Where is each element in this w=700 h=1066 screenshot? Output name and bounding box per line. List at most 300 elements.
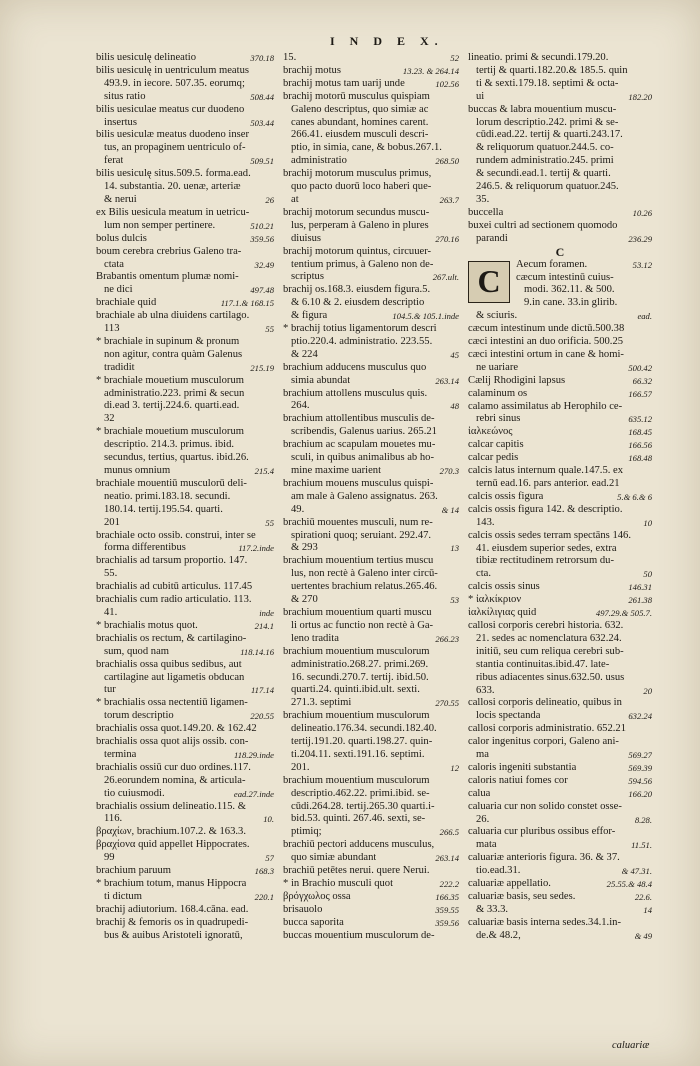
- entry-reference: 166.35: [435, 891, 459, 902]
- index-entry-line: [283, 581, 459, 594]
- entry-reference: 635.12: [628, 414, 652, 425]
- index-entry-line: [283, 839, 459, 852]
- entry-text: 143.: [476, 516, 495, 528]
- entry-text: & 33.3.: [476, 903, 509, 915]
- entry-text: tus, an propaginem uentriculo of-: [104, 142, 246, 154]
- entry-text: brachij os.168.3. eiusdem figura.5.: [283, 284, 431, 296]
- index-entry-line: [283, 297, 459, 310]
- index-entry-line: [96, 478, 274, 491]
- entry-text: scriptus: [291, 271, 324, 283]
- entry-text: cūdi.264.28. tertij.265.30 quarti.i-: [291, 800, 435, 812]
- entry-text: brachialis ossa quibus sedibus, aut: [96, 658, 242, 670]
- index-entry-line: [96, 104, 274, 117]
- entry-reference: 166.57: [628, 388, 652, 399]
- index-entry-line: [468, 413, 652, 426]
- index-entry-line: [96, 813, 274, 826]
- index-entry-line: [283, 723, 459, 736]
- entry-text: diuisus: [291, 232, 322, 244]
- index-entry-line: [468, 129, 652, 142]
- entry-reference: 104.5.& 105.1.inde: [392, 311, 459, 322]
- index-entry-line: [96, 246, 274, 259]
- entry-text: li ortus ac functio non rectè à Ga-: [291, 619, 434, 631]
- index-entry-line: [96, 788, 274, 801]
- entry-reference: 52: [450, 53, 459, 63]
- entry-text: torum descriptio: [104, 710, 174, 722]
- entry-reference: & 49: [634, 930, 652, 941]
- index-entry-line: [468, 168, 652, 181]
- entry-reference: 220.1: [254, 891, 274, 902]
- index-entry-line: [283, 323, 459, 336]
- entry-text: 246.5. & reliquorum quatuor.245.: [476, 181, 619, 193]
- entry-text: brachium mouentium musculorum: [283, 774, 430, 786]
- entry-text: sum, quod nam: [104, 645, 170, 657]
- index-entry-line: [283, 555, 459, 568]
- entry-reference: 263.14: [435, 853, 459, 864]
- index-entry-line: [96, 439, 274, 452]
- index-entry-line: [283, 104, 459, 117]
- entry-text: lus, non rectè à Galeno inter circū-: [291, 568, 438, 580]
- entry-reference: 270.16: [435, 233, 459, 244]
- entry-text: ne dici: [104, 284, 133, 296]
- index-entry-line: [96, 568, 274, 581]
- index-entry-line: [283, 620, 459, 633]
- entry-text: quarti.24. quinti.ibid.ult. sexti.: [291, 684, 420, 696]
- index-entry-line: [468, 555, 652, 568]
- entry-reference: 359.56: [250, 233, 274, 244]
- entry-text: & sciuris.: [476, 310, 518, 322]
- entry-text: 16. secundi.270.7. tertij. ibid.50.: [291, 671, 429, 683]
- entry-reference: 500.42: [628, 362, 652, 373]
- index-column-3: [468, 52, 652, 943]
- index-entry-line: [283, 259, 459, 272]
- index-entry-line: [96, 336, 274, 349]
- entry-text: brachiale mouentiū musculorū deli-: [96, 477, 247, 489]
- index-entry-line: [468, 904, 652, 917]
- index-entry-line: [468, 568, 652, 581]
- entry-reference: 569.27: [628, 750, 652, 761]
- entry-text: 201.: [291, 761, 310, 773]
- entry-reference: 26: [265, 194, 274, 205]
- catchword: caluariæ: [612, 1040, 650, 1051]
- index-entry-line: [283, 349, 459, 362]
- index-entry-line: [96, 672, 274, 685]
- entry-text: * brachialis ossa nectentiū ligamen-: [96, 697, 248, 709]
- index-entry-line: [283, 568, 459, 581]
- entry-reference: 8.28.: [634, 814, 652, 825]
- entry-text: brachium attollens musculus quis.: [283, 387, 428, 399]
- entry-reference: 266.5: [439, 827, 459, 838]
- index-entry-line: [283, 672, 459, 685]
- index-entry-line: [96, 633, 274, 646]
- index-entry-line: [96, 697, 274, 710]
- entry-reference: 594.56: [628, 775, 652, 786]
- entry-text: caloris ingeniti substantia: [468, 761, 577, 773]
- index-entry-line: [468, 723, 652, 736]
- index-entry-line: [468, 142, 652, 155]
- section-letter: C: [555, 244, 565, 259]
- entry-text: bilis uesiculę delineatio: [96, 52, 197, 63]
- entry-text: 201: [104, 516, 120, 528]
- index-entry-line: [468, 530, 652, 543]
- index-entry-line: [468, 439, 652, 452]
- index-entry-line: [96, 207, 274, 220]
- entry-text: bilis uesiculę in uentriculum meatus: [96, 64, 249, 76]
- entry-text: rebri sinus: [476, 413, 521, 425]
- entry-text: 271.3. septimi: [291, 697, 352, 709]
- entry-text: bucca saporita: [283, 916, 344, 928]
- entry-text: 55.: [104, 568, 118, 580]
- index-entry-line: [468, 685, 652, 698]
- index-entry-line: [468, 181, 652, 194]
- entry-text: & figura: [291, 310, 328, 322]
- entry-text: tio.ead.31.: [476, 865, 521, 877]
- index-entry-line: [96, 723, 274, 736]
- entry-text: Brabantis omentum plumæ nomi-: [96, 271, 239, 283]
- entry-text: cta.: [476, 568, 491, 580]
- index-entry-line: [96, 620, 274, 633]
- index-entry-line: [96, 762, 274, 775]
- index-entry-line: [283, 91, 459, 104]
- entry-reference: 10: [643, 517, 652, 528]
- entry-text: bilis uesiculæ meatus duodeno inser: [96, 129, 249, 141]
- entry-text: 35.: [476, 193, 490, 205]
- entry-reference: 25.55.& 48.4: [606, 879, 652, 890]
- entry-text: parandi: [476, 232, 508, 244]
- index-entry-line: [283, 891, 459, 904]
- entry-text: administratio: [291, 155, 347, 167]
- index-entry-line: [96, 646, 274, 659]
- index-entry-line: [96, 91, 274, 104]
- index-entry-line: [283, 530, 459, 543]
- index-entry-line: [468, 362, 652, 375]
- index-entry-line: [96, 452, 274, 465]
- index-entry-line: [468, 491, 652, 504]
- entry-reference: 168.45: [628, 427, 652, 438]
- entry-text: & 270: [291, 594, 318, 606]
- entry-text: 264.: [291, 400, 310, 412]
- entry-text: caluaria cur non solido constet osse-: [468, 800, 622, 812]
- entry-reference: 45: [450, 349, 459, 360]
- index-entry-line: [516, 259, 652, 272]
- index-entry-line: [96, 233, 274, 246]
- entry-text: brachium mouentium musculorum: [283, 645, 430, 657]
- entry-reference: 50: [643, 569, 652, 580]
- index-entry-line: [96, 801, 274, 814]
- index-entry-line: [468, 543, 652, 556]
- entry-reference: 182.20: [628, 91, 652, 102]
- entry-text: ἰαλκεώνος: [468, 426, 513, 438]
- entry-text: brisauolo: [283, 903, 323, 915]
- entry-text: tio cuiusmodi.: [104, 787, 165, 799]
- index-entry-line: [283, 452, 459, 465]
- entry-text: lorum descriptio.242. primi & se-: [476, 116, 619, 128]
- index-entry-line: [283, 400, 459, 413]
- index-entry-line: [283, 220, 459, 233]
- entry-reference: 66.32: [632, 375, 652, 386]
- entry-text: de.& 48.2,: [476, 929, 521, 941]
- entry-text: initiū, seu cum reliqua cerebri sub-: [476, 645, 624, 657]
- index-entry-line: [283, 207, 459, 220]
- entry-reference: 215.19: [250, 362, 274, 373]
- entry-reference: 22.6.: [634, 892, 652, 902]
- index-entry-line: [468, 336, 652, 349]
- index-entry-line: [283, 697, 459, 710]
- entry-reference: 118.29.inde: [234, 749, 274, 760]
- entry-text: buccas & labra mouentium muscu-: [468, 103, 617, 115]
- entry-text: * in Brachio musculi quot: [283, 878, 394, 889]
- entry-text: quo pacto duorū loco haberi que-: [291, 181, 432, 193]
- entry-text: bolus dulcis: [96, 232, 147, 244]
- page-header: I N D E X.: [330, 34, 444, 48]
- index-entry-line: [283, 439, 459, 452]
- entry-text: tibiæ rectitudinem retrorsum du-: [476, 555, 614, 567]
- index-entry-line: [96, 736, 274, 749]
- entry-text: & secundi.ead.1. tertij & quarti.: [476, 168, 611, 180]
- entry-text: descriptio.462.22. primi.ibid. se-: [291, 787, 430, 799]
- entry-text: sculi, in quibus animalibus ab ho-: [291, 452, 435, 464]
- index-entry-line: [468, 814, 652, 827]
- entry-reference: 263.7: [439, 194, 459, 205]
- index-entry-line: [468, 310, 652, 323]
- index-entry-line: [468, 672, 652, 685]
- entry-text: brachij motorū musculus quispiam: [283, 90, 430, 102]
- entry-text: ptio.220.4. administratio. 223.55.: [291, 335, 433, 347]
- entry-text: 113: [104, 323, 120, 335]
- index-entry-line: [96, 852, 274, 865]
- entry-text: cūdi.ead.22. tertij & quarti.243.17.: [476, 129, 623, 141]
- index-entry-line: [96, 259, 274, 272]
- entry-text: ti dictum: [104, 890, 142, 902]
- index-entry-line: [283, 801, 459, 814]
- entry-text: am male à Galeno assignatus. 263.: [291, 490, 438, 502]
- index-entry-line: [96, 323, 274, 336]
- index-entry-line: [283, 413, 459, 426]
- entry-text: brachialis os rectum, & cartilagino-: [96, 632, 247, 644]
- entry-reference: 497.48: [250, 285, 274, 296]
- index-entry-line: [283, 129, 459, 142]
- entry-text: brachij & femoris os in quadrupedi-: [96, 916, 249, 928]
- entry-text: * brachiale mouetium musculorum: [96, 374, 244, 386]
- entry-text: ternū ead.16. pars anterior. ead.21: [476, 478, 620, 489]
- entry-text: leno tradita: [291, 632, 339, 644]
- index-entry-line: [96, 78, 274, 91]
- entry-text: spirationi quoq; seruiant. 292.47.: [291, 529, 432, 541]
- entry-text: * brachiale mouetium musculorum: [96, 426, 244, 438]
- entry-text: brachialis ad tarsum proportio. 147.: [96, 555, 248, 567]
- index-entry-line: [96, 684, 274, 697]
- entry-reference: 117.1.& 168.15: [220, 298, 274, 309]
- index-entry-line: [96, 310, 274, 323]
- index-entry-line: [283, 788, 459, 801]
- index-entry-line: [283, 930, 459, 943]
- index-entry-line: [96, 388, 274, 401]
- index-entry-line: [283, 775, 459, 788]
- entry-text: calor ingenitus corpori, Galeno ani-: [468, 736, 619, 748]
- entry-reference: 5.& 6.& 6: [617, 491, 652, 502]
- entry-text: tur: [104, 684, 116, 696]
- entry-text: caloris natiui fomes cor: [468, 774, 568, 786]
- index-entry-line: [96, 194, 274, 207]
- column-3-c-entries: [468, 323, 652, 943]
- index-entry-line: [468, 478, 652, 491]
- index-entry-line: [468, 710, 652, 723]
- entry-text: ne uariare: [476, 361, 519, 373]
- index-entry-line: [96, 400, 274, 413]
- entry-text: brachium ac scapulam mouetes mu-: [283, 439, 436, 451]
- index-entry-line: [283, 117, 459, 130]
- entry-text: tertij & quarti.182.20.& 185.5. quin: [476, 64, 628, 76]
- entry-reference: 569.39: [628, 762, 652, 773]
- entry-text: 32: [104, 413, 115, 425]
- entry-reference: 53: [450, 595, 459, 606]
- index-entry-line: [468, 52, 652, 65]
- entry-reference: 146.31: [628, 582, 652, 593]
- index-entry-line: [283, 181, 459, 194]
- index-entry-line: [283, 155, 459, 168]
- index-entry-line: [468, 504, 652, 517]
- entry-text: brachialis ossiū cur duo ordines.117.: [96, 761, 251, 773]
- index-entry-line: [283, 852, 459, 865]
- index-entry-line: [283, 478, 459, 491]
- entry-text: mata: [476, 839, 497, 851]
- entry-reference: 370.18: [250, 53, 274, 63]
- entry-text: brachialis ossa quot.149.20. & 162.42: [96, 723, 257, 735]
- entry-text: brachialis ad cubitū articulus. 117.45: [96, 581, 253, 593]
- index-entry-line: [468, 633, 652, 646]
- entry-text: di.ead 3. tertij.224.6. quarti.ead.: [104, 400, 240, 412]
- entry-text: brachij motus: [283, 64, 341, 76]
- index-entry-line: [283, 362, 459, 375]
- entry-text: calcar capitis: [468, 439, 524, 451]
- index-entry-line: [283, 607, 459, 620]
- index-entry-line: [468, 607, 652, 620]
- index-entry-line: [516, 284, 652, 297]
- entry-text: delineatio.176.34. secundi.182.40.: [291, 723, 437, 735]
- entry-text: 9.in cane. 33.in glirib.: [524, 297, 618, 309]
- index-entry-line: [283, 904, 459, 917]
- entry-text: non agitur, contra quàm Galenus: [104, 348, 243, 360]
- entry-text: brachialis cum radio articulatio. 113.: [96, 594, 252, 606]
- entry-text: brachialis ossium delineatio.115. &: [96, 800, 246, 812]
- index-entry-line: [96, 220, 274, 233]
- entry-text: brachij adiutorium. 168.4.cāna. ead.: [96, 903, 249, 915]
- entry-text: administratio.268.27. primi.269.: [291, 658, 429, 670]
- entry-text: lineatio. primi & secundi.179.20.: [468, 52, 609, 63]
- index-entry-line: [468, 891, 652, 904]
- entry-reference: 222.2: [439, 879, 459, 889]
- entry-text: 266.41. eiusdem musculi descri-: [291, 129, 429, 141]
- entry-text: 41. eiusdem superior sedes, extra: [476, 542, 617, 554]
- entry-reference: 508.44: [250, 91, 274, 102]
- index-entry-line: [283, 504, 459, 517]
- entry-reference: 236.29: [628, 233, 652, 244]
- index-entry-line: [283, 142, 459, 155]
- entry-reference: 10.26: [632, 207, 652, 218]
- index-entry-line: [468, 155, 652, 168]
- index-entry-line: [468, 697, 652, 710]
- index-entry-line: [468, 620, 652, 633]
- index-entry-line: [283, 465, 459, 478]
- entry-reference: 270.55: [435, 698, 459, 709]
- entry-text: caluariæ anterioris figura. 36. & 37.: [468, 852, 620, 864]
- index-entry-line: [283, 246, 459, 259]
- entry-text: ti.204.11. sexti.191.16. septimi.: [291, 748, 425, 760]
- entry-text: caluariæ basis, seu sedes.: [468, 891, 576, 902]
- entry-text: Aecum foramen.: [516, 258, 588, 270]
- entry-text: calcis ossis sedes terram spectāns 146.: [468, 529, 631, 541]
- entry-text: 41.: [104, 606, 118, 618]
- entry-text: calcis ossis sinus: [468, 581, 540, 593]
- entry-text: brachium attollentibus musculis de-: [283, 413, 435, 425]
- index-entry-line: [283, 336, 459, 349]
- index-entry-line: [516, 272, 652, 285]
- index-entry-line: [96, 904, 274, 917]
- index-entry-line: [468, 207, 652, 220]
- entry-text: ui: [476, 90, 485, 102]
- index-entry-line: [96, 52, 274, 65]
- index-entry-line: [283, 168, 459, 181]
- entry-text: & nerui: [104, 193, 137, 205]
- index-entry-line: [96, 297, 274, 310]
- entry-text: βραχίονα quid appellet Hippocrates.: [96, 839, 250, 851]
- index-entry-line: [96, 594, 274, 607]
- entry-text: secundus, tertius, quartus. ibid.26.: [104, 452, 249, 464]
- entry-text: Cælij Rhodigini lapsus: [468, 374, 566, 386]
- entry-reference: 268.50: [435, 156, 459, 167]
- entry-reference: 497.29.& 505.7.: [595, 608, 652, 619]
- entry-text: brachium paruum: [96, 865, 172, 877]
- index-entry-line: [468, 839, 652, 852]
- index-entry-line: [283, 426, 459, 439]
- entry-text: brachiale ab ulna diuidens cartilago.: [96, 310, 250, 322]
- index-entry-line: [283, 491, 459, 504]
- entry-reference: 13.23. & 264.14: [402, 65, 459, 76]
- index-entry-line: [283, 284, 459, 297]
- index-entry-line: [96, 362, 274, 375]
- entry-reference: 632.24: [628, 711, 652, 722]
- entry-text: & 224: [291, 348, 318, 360]
- entry-reference: 263.14: [435, 375, 459, 386]
- index-entry-line: [468, 736, 652, 749]
- entry-text: insertus: [104, 116, 137, 128]
- entry-text: lum non semper pertinere.: [104, 219, 216, 231]
- entry-reference: 57: [265, 853, 274, 864]
- index-entry-line: [96, 930, 274, 943]
- entry-reference: 359.55: [435, 904, 459, 915]
- index-entry-line: [283, 388, 459, 401]
- entry-text: munus omnium: [104, 465, 171, 476]
- entry-text: situs ratio: [104, 90, 146, 102]
- entry-text: brachij motorum secundus muscu-: [283, 206, 430, 218]
- index-entry-line: [96, 530, 274, 543]
- entry-text: calcis ossis figura: [468, 490, 544, 502]
- entry-text: stantia continuitas.ibid.47. late-: [476, 658, 610, 670]
- index-entry-line: [468, 775, 652, 788]
- index-entry-line: [283, 736, 459, 749]
- entry-reference: 510.21: [250, 220, 274, 231]
- entry-text: at: [291, 193, 299, 205]
- index-entry-line: [96, 375, 274, 388]
- entry-text: ctata: [104, 258, 124, 270]
- entry-text: bilis uesiculę situs.509.5. forma.ead.: [96, 168, 251, 180]
- index-entry-line: [283, 878, 459, 891]
- entry-text: ma: [476, 749, 489, 761]
- index-entry-line: [468, 930, 652, 943]
- entry-text: bilis uesiculae meatus cur duodeno: [96, 103, 245, 115]
- entry-reference: 117.2.inde: [238, 543, 274, 554]
- entry-reference: 12: [450, 762, 459, 773]
- index-column-1: [96, 52, 274, 943]
